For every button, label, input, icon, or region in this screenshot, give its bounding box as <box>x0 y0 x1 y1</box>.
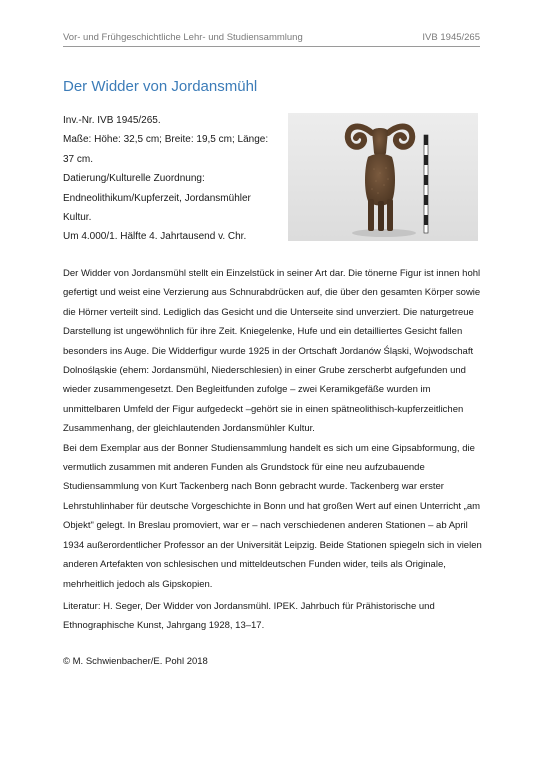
page-header <box>63 30 480 47</box>
ram-figure-photo <box>288 113 478 241</box>
body-line: Der Widder von Jordansmühl stellt ein Einzelstück in seiner Art dar. Die tönerne Figur ist innen hohl <box>63 268 481 279</box>
meta-line: Datierung/Kulturelle Zuordnung: <box>63 173 205 185</box>
body-line: Lehrstuhlinhaber für deutsche Vorgeschichte in Bonn und hat großen Wert auf einen Unterricht „am <box>63 500 481 512</box>
body-line: besonders ins Auge. Die Widderfigur wurde 1925 in der Ortschaft Jordanów Śląski, Wojwodschaft <box>63 345 474 357</box>
body-line: mehrheitlich jedoch als Gipskopien. <box>63 578 213 590</box>
body-line: unmittelbaren Umfeld der Figur aufgedeckt –gehört sie in einen spätneolithisch-kupferzeitlichen <box>63 403 464 415</box>
header-inventory-number: IVB 1945/265 <box>422 32 480 43</box>
body-line: Dolnośląskie (ehem: Jordansmühl, Niederschlesien) in einer Grube zerscherbt aufgefunden und <box>63 365 466 377</box>
meta-line: Endneolithikum/Kupferzeit, Jordansmühler <box>63 192 251 204</box>
meta-line: Kultur. <box>63 212 92 224</box>
header-collection-name: Vor- und Frühgeschichtliche Lehr- und Studiensammlung <box>63 32 303 43</box>
meta-line: Inv.-Nr. IVB 1945/265. <box>63 115 161 126</box>
literature-reference <box>63 597 483 636</box>
body-line: Bei dem Exemplar aus der Bonner Studiensammlung handelt es sich um eine Gipsabformung, die <box>63 442 475 454</box>
body-line: wieder zusammengesetzt. Den Begleitfunden zufolge – zwei Keramikgefäße wurden im <box>63 384 431 396</box>
meta-line: Maße: Höhe: 32,5 cm; Breite: 19,5 cm; Länge: <box>63 134 269 146</box>
body-line: gefertigt und weist eine Verzierung aus Schnurabdrücken auf, die über den gesamten Körper sowie <box>63 287 481 299</box>
body-line: anderen Artefakten von schlesischen und mitteldeutschen Funden wider, teils als Originale, <box>63 559 446 571</box>
meta-line: 37 cm. <box>63 153 94 165</box>
literature-line: Ethnographische Kunst, Jahrgang 1928, 13–17. <box>63 620 265 632</box>
description-text <box>63 264 483 594</box>
body-line: Studiensammlung von Kurt Tackenberg nach Bonn gebracht wurde. Tackenberg war erster <box>63 481 444 493</box>
copyright-notice: © M. Schwienbacher/E. Pohl 2018 <box>63 656 208 667</box>
body-line: 1934 außerordentlicher Professor an der Universität Leipzig. Beide Stationen spiegeln sich in vielen <box>63 539 482 551</box>
body-line: Objekt" gelegt. In Breslau promoviert, war er – nach verschiedenen anderen Stationen – ab April <box>63 520 468 532</box>
body-line: Darstellung ist ungewöhnlich für ihre Zeit. Kniegelenke, Hufe und ein detailliertes Gesicht fallen <box>63 326 463 338</box>
body-line: die Hörner verteilt sind. Lediglich das Gesicht und die Unterseite sind unverziert. Die naturgetreue <box>63 306 474 318</box>
object-metadata <box>63 111 278 247</box>
page-title: Der Widder von Jordansmühl <box>63 78 258 95</box>
literature-line: Literatur: H. Seger, Der Widder von Jordansmühl. IPEK. Jahrbuch für Prähistorische und <box>63 601 435 612</box>
body-line: Zusammenhang, der gleichlautenden Jordansmühler Kultur. <box>63 423 315 435</box>
body-line: vermutlich zusammen mit anderen Funden als Grundstock für eine neu aufzubauende <box>63 462 425 474</box>
meta-line: Um 4.000/1. Hälfte 4. Jahrtausend v. Chr. <box>63 231 247 243</box>
